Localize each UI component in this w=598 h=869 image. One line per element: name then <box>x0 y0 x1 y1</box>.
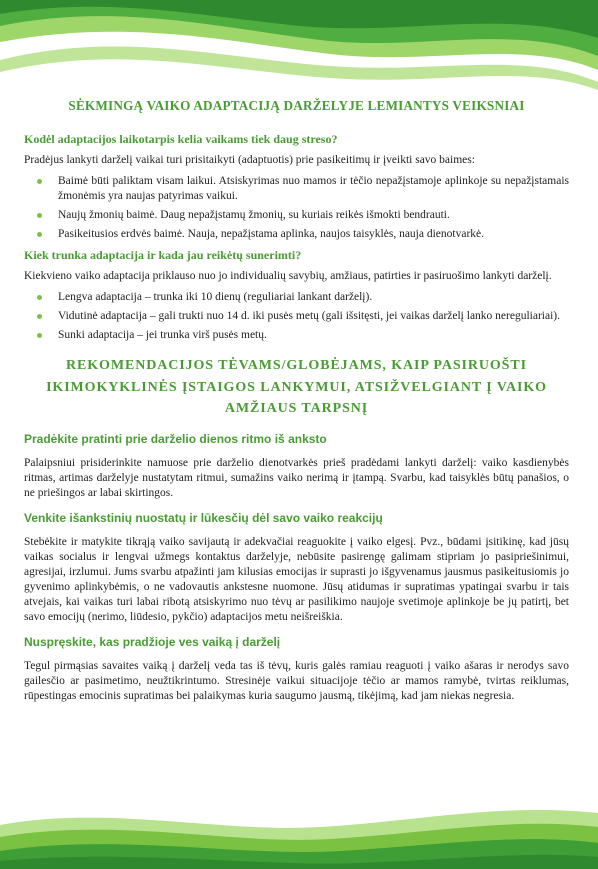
bullet-icon <box>37 213 42 218</box>
rec1-heading: Pradėkite pratinti prie darželio dienos ritmo iš anksto <box>24 431 327 446</box>
bullet-icon <box>37 179 42 184</box>
recommendations-title: REKOMENDACIJOS TĖVAMS/GLOBĖJAMS, KAIP PASIRUOŠTI IKIMOKYKLINĖS ĮSTAIGOS LANKYMUI, ATSIŽVELGIANT Į VAIKO AMŽIAUS TARPSNĮ <box>46 358 547 416</box>
list-item: Lengva adaptacija – trunka iki 10 dienų (reguliariai lankant darželį). <box>58 290 569 305</box>
list-item: Naujų žmonių baimė. Daug nepažįstamų žmonių, su kuriais reikės išmokti bendrauti. <box>58 208 569 223</box>
bullet-icon <box>37 295 42 300</box>
list-item: Vidutinė adaptacija – gali trukti nuo 14 d. iki pusės metų (gali išsitęsti, jei vaikas darželį lanko nereguliariai). <box>58 309 569 324</box>
bullet-icon <box>37 333 42 338</box>
section1-intro: Pradėjus lankyti darželį vaikai turi prisitaikyti (adaptuotis) prie pasikeitimų ir įveikti savo baimes: <box>24 154 475 166</box>
list-item: Baimė būti paliktam visam laikui. Atsiskyrimas nuo mamos ir tėčio nepažįstamoje aplinkoje su nepažįstamais žmonėmis yra naujas patyrimas vaikui. <box>58 174 569 204</box>
section2-question: Kiek trunka adaptacija ir kada jau reikėtų sunerimti? <box>24 248 302 262</box>
rec3-heading: Nuspręskite, kas pradžioje ves vaiką į darželį <box>24 634 281 649</box>
section1-question: Kodėl adaptacijos laikotarpis kelia vaikams tiek daug streso? <box>24 132 338 146</box>
list-item: Sunki adaptacija – jei trunka virš pusės metų. <box>58 328 569 343</box>
rec3-text: Tegul pirmąsias savaites vaiką į darželį veda tas iš tėvų, kuris galės ramiau reaguoti į vaiko ašaras ir nerodys savo gailesčio ar pasimetimo, neužtikrintumo. Stresinėje vaikui situacijoje tėčio ar mamos ramybė, tvirtas reiklumas, rūpestingas emocinis supratimas bei palaikymas kuria saugumo jausmą, tikėjimą, kad jam niekas negresia. <box>24 659 569 702</box>
rec2-text: Stebėkite ir matykite tikrąją vaiko savijautą ir adekvačiai reaguokite į vaiko elgesį. Pvz., būdami įsitikinę, kad jūsų vaikas socialus ir lengvai užmegs kontaktus darželyje, nebūsite pasirengę galimam stipriam jo pasipriešinimui, agresijai, irzlumui. Jums svarbu atpažinti jam kilusias emocijas ir suprasti jo išgyvenamus jausmus pasikeitusiomis jo gyvenimo aplinkybėmis, o ne vadovautis ankstesne nuomone. Jūsų atidumas ir supratimas ypatingai svarbu ir tais atvejais, kai vaikas turi labai ribotą atsiskyrimo nuo tėvų ar pasilikimo naujoje svetimoje aplinkoje be jų patirtį, bet savo emocijų (nerimo, liūdesio, pykčio) adaptacijos metu neišreiškia. <box>24 535 569 623</box>
rec2-heading: Venkite išankstinių nuostatų ir lūkesčių dėl savo vaiko reakcijų <box>24 510 383 525</box>
section2-list <box>24 290 569 343</box>
bottom-wave-decoration <box>0 803 598 869</box>
rec1-text: Palaipsniui prisiderinkite namuose prie darželio dienotvarkės prieš pradėdami lankyti darželį: vaiko kasdienybės ritmas, artimas darželyje nustatytam ritmui, sumažins vaiko nerimą ir įtampą. Svarbu, kad taisyklės būtų panašios, o ne priešingos ar labai skirtingos. <box>24 456 569 499</box>
document-title: SĖKMINGĄ VAIKO ADAPTACIJĄ DARŽELYJE LEMIANTYS VEIKSNIAI <box>68 98 525 113</box>
bullet-icon <box>37 232 42 237</box>
document-body <box>24 98 569 710</box>
section1-list <box>24 174 569 242</box>
list-item: Pasikeitusios erdvės baimė. Nauja, nepažįstama aplinka, naujos taisyklės, nauja dienotvarkė. <box>58 227 569 242</box>
top-wave-decoration <box>0 0 598 96</box>
section2-intro: Kiekvieno vaiko adaptacija priklauso nuo jo individualių savybių, amžiaus, patirties ir pasiruošimo lankyti darželį. <box>24 270 552 282</box>
bullet-icon <box>37 314 42 319</box>
